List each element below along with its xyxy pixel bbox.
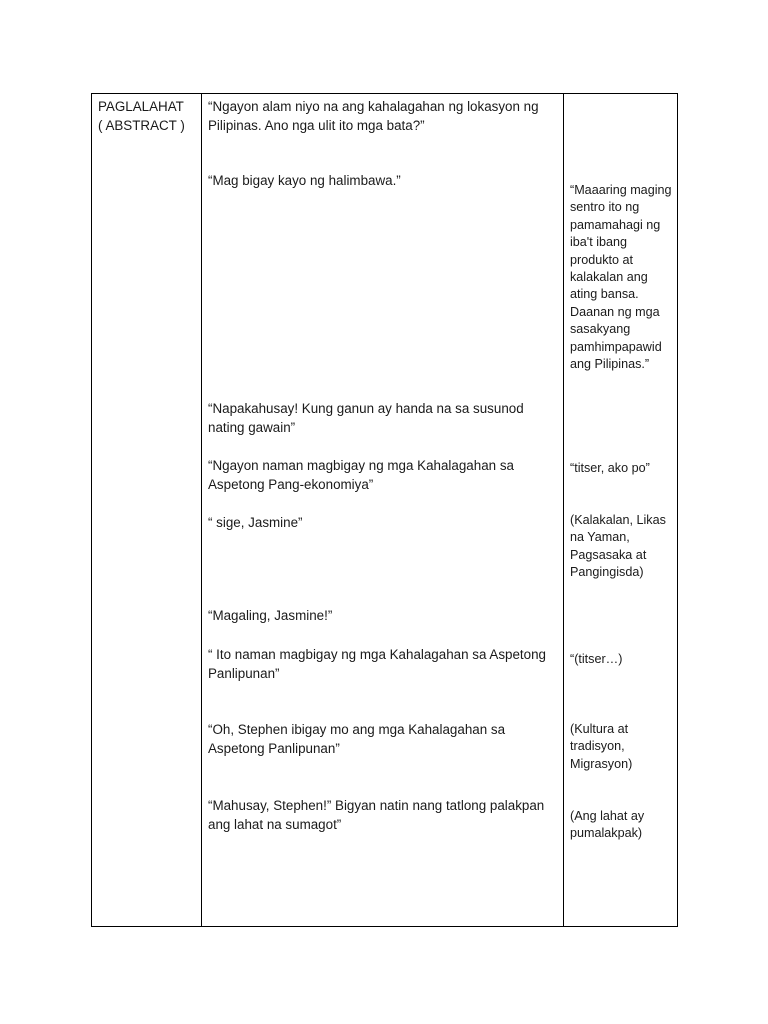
student-response: “Maaaring maging sentro ito ng pamamahagi ng iba't ibang produkto at kalakalan ang ating bansa. Daanan ng mga sasakyang pamhimpapawid ang Pilipinas.”	[570, 183, 672, 372]
column-divider	[563, 94, 564, 926]
lesson-table	[91, 93, 678, 927]
teacher-line: “ Ito naman magbigay ng mga Kahalagahan sa Aspetong Panlipunan”	[208, 647, 546, 681]
teacher-line: “Magaling, Jasmine!”	[208, 608, 333, 623]
teacher-line: “Ngayon naman magbigay ng mga Kahalagahan sa Aspetong Pang-ekonomiya”	[208, 458, 514, 492]
column-divider	[201, 94, 202, 926]
teacher-line: “Mag bigay kayo ng halimbawa.”	[208, 173, 401, 188]
student-response: (Kultura at tradisyon, Migrasyon)	[570, 722, 633, 771]
student-response: “(titser…)	[570, 652, 623, 666]
student-response: “titser, ako po”	[570, 461, 650, 475]
student-response: (Ang lahat ay pumalakpak)	[570, 809, 645, 841]
student-response: (Kalakalan, Likas na Yaman, Pagsasaka at Pangingisda)	[570, 513, 666, 580]
section-label	[98, 97, 198, 135]
teacher-line: “Napakahusay! Kung ganun ay handa na sa susunod nating gawain”	[208, 401, 524, 435]
teacher-line: “Mahusay, Stephen!” Bigyan natin nang tatlong palakpan ang lahat na sumagot”	[208, 798, 545, 832]
teacher-line: “ sige, Jasmine”	[208, 515, 303, 530]
section-label-line1: PAGLALAHAT	[98, 99, 184, 114]
teacher-line: “Oh, Stephen ibigay mo ang mga Kahalagahan sa Aspetong Panlipunan”	[208, 722, 506, 756]
teacher-line: “Ngayon alam niyo na ang kahalagahan ng lokasyon ng Pilipinas. Ano nga ulit ito mga bata?”	[208, 99, 539, 133]
section-label-line2: ( ABSTRACT )	[98, 118, 185, 133]
